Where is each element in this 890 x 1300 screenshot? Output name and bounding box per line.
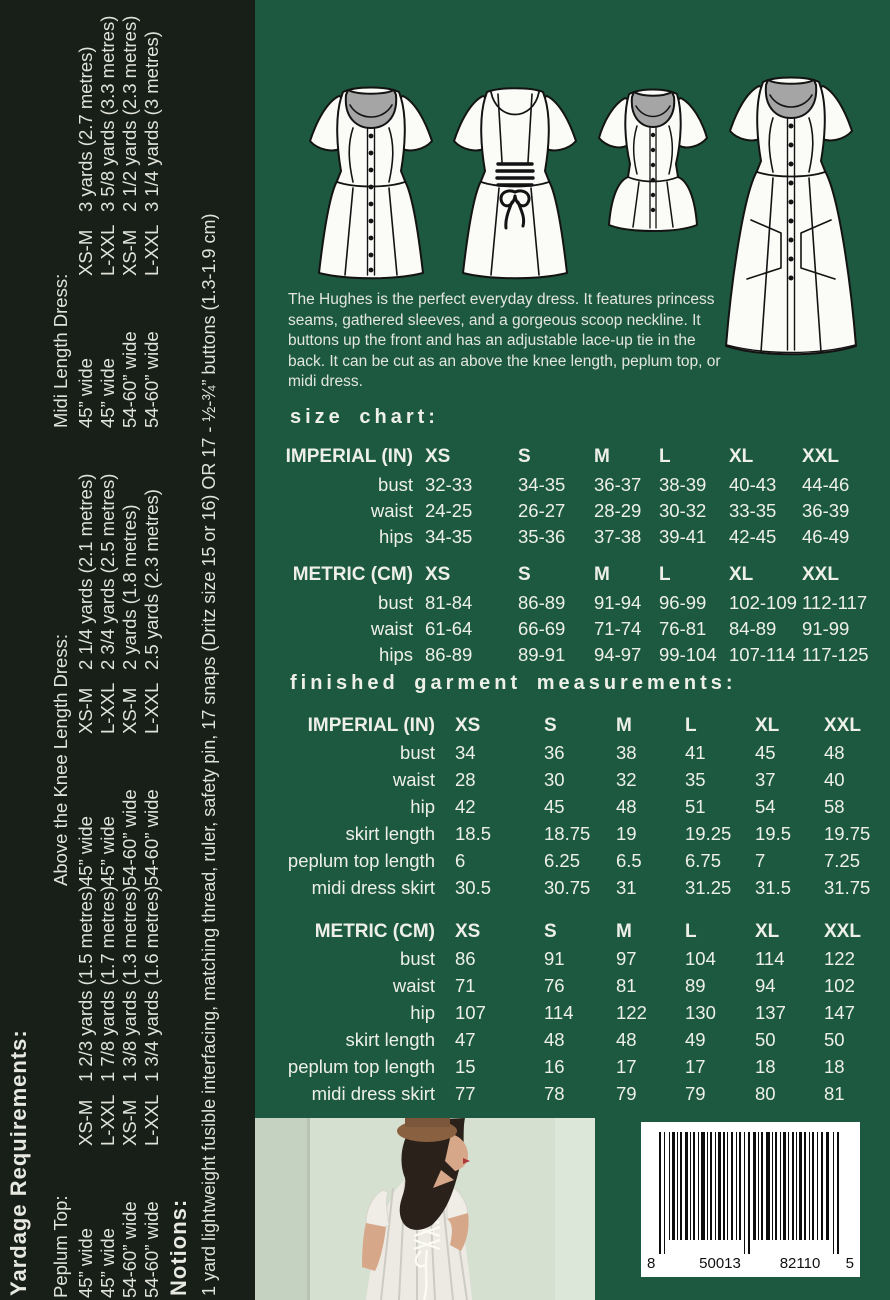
barcode-digit-group: 82110 bbox=[779, 1255, 821, 1272]
table-col-header: XXL bbox=[802, 564, 839, 585]
table-value-cell: 19.25 bbox=[685, 822, 732, 844]
table-value-cell: 94-97 bbox=[594, 644, 642, 665]
table-value-cell: 17 bbox=[616, 1055, 637, 1077]
table-col-header: S bbox=[518, 446, 531, 467]
table-row-label: bust bbox=[400, 741, 435, 763]
yardage-row bbox=[119, 432, 141, 886]
table-value-cell: 91-99 bbox=[802, 618, 850, 639]
yardage-row bbox=[141, 432, 163, 886]
table-value-cell: 89 bbox=[685, 974, 706, 996]
table-value-cell: 48 bbox=[616, 1028, 637, 1050]
table-value-cell: 81-84 bbox=[425, 592, 473, 613]
table-value-cell: 114 bbox=[544, 1001, 574, 1023]
barcode-digit-group: 50013 bbox=[699, 1255, 741, 1272]
table-value-cell: 18.5 bbox=[455, 822, 492, 844]
table-value-cell: 114 bbox=[755, 947, 785, 969]
yardage-amount: 2 3/4 yards (2.5 metres) bbox=[97, 473, 118, 670]
yardage-row bbox=[75, 432, 97, 886]
table-value-cell: 89-91 bbox=[518, 644, 566, 665]
fabric-width: 45” wide bbox=[75, 1228, 96, 1298]
table-value-cell: 94 bbox=[755, 974, 776, 996]
table-value-cell: 18 bbox=[755, 1055, 776, 1077]
table-value-cell: 112-117 bbox=[802, 592, 868, 613]
table-value-cell: 44-46 bbox=[802, 474, 850, 495]
table-value-cell: 38 bbox=[616, 741, 637, 763]
table-value-cell: 41 bbox=[685, 741, 706, 763]
table-value-cell: 130 bbox=[685, 1001, 716, 1023]
table-value-cell: 37-38 bbox=[594, 526, 642, 547]
table-value-cell: 84-89 bbox=[729, 618, 777, 639]
table-value-cell: 31.75 bbox=[824, 876, 871, 898]
table-value-cell: 31.5 bbox=[755, 876, 792, 898]
table-row-label: waist bbox=[392, 974, 435, 996]
dress-back-illustration bbox=[439, 76, 591, 304]
table-value-cell: 35-36 bbox=[518, 526, 566, 547]
table-value-cell: 91 bbox=[544, 947, 565, 969]
yardage-amount: 2 yards (1.8 metres) bbox=[119, 504, 140, 670]
table-value-cell: 24-25 bbox=[425, 500, 473, 521]
table-value-cell: 49 bbox=[685, 1028, 706, 1050]
size-range: XS-M bbox=[119, 687, 140, 734]
table-col-header: XS bbox=[425, 446, 451, 467]
yardage-amount: 1 3/4 yards (1.6 metres) bbox=[141, 885, 162, 1082]
size-chart-imperial-table bbox=[285, 442, 868, 550]
table-value-cell: 97 bbox=[616, 947, 637, 969]
yardage-block-midi-dress bbox=[50, 2, 163, 428]
model-photo bbox=[255, 1118, 595, 1300]
table-value-cell: 31 bbox=[616, 876, 637, 898]
table-value-cell: 80 bbox=[755, 1082, 776, 1104]
yardage-row bbox=[141, 2, 163, 428]
table-col-header: XL bbox=[729, 564, 754, 585]
yardage-row bbox=[75, 885, 97, 1298]
fabric-width: 45” wide bbox=[97, 816, 118, 886]
yardage-block-title: Above the Knee Length Dress: bbox=[50, 634, 71, 886]
table-value-cell: 96-99 bbox=[659, 592, 707, 613]
size-range: L-XXL bbox=[97, 224, 118, 276]
table-row-label: skirt length bbox=[345, 1028, 435, 1050]
table-col-header: XL bbox=[755, 920, 780, 942]
barcode-digits bbox=[641, 1255, 860, 1275]
table-col-header: S bbox=[544, 920, 557, 942]
table-value-cell: 81 bbox=[616, 974, 637, 996]
table-value-cell: 30 bbox=[544, 768, 565, 790]
table-value-cell: 31.25 bbox=[685, 876, 732, 898]
table-row-label: midi dress skirt bbox=[311, 876, 435, 898]
table-value-cell: 19.5 bbox=[755, 822, 792, 844]
table-unit-label: IMPERIAL (IN) bbox=[307, 714, 435, 736]
table-value-cell: 35 bbox=[685, 768, 706, 790]
table-value-cell: 19.75 bbox=[824, 822, 871, 844]
table-col-header: XS bbox=[425, 564, 451, 585]
table-value-cell: 86-89 bbox=[425, 644, 473, 665]
table-col-header: XXL bbox=[802, 446, 839, 467]
fabric-width: 45” wide bbox=[97, 358, 118, 428]
table-value-cell: 6.75 bbox=[685, 849, 722, 871]
table-value-cell: 86-89 bbox=[518, 592, 566, 613]
table-value-cell: 147 bbox=[824, 1001, 855, 1023]
table-col-header: M bbox=[616, 920, 632, 942]
table-value-cell: 66-69 bbox=[518, 618, 566, 639]
table-col-header: L bbox=[659, 446, 671, 467]
yardage-block-peplum-top bbox=[50, 885, 163, 1298]
table-value-cell: 79 bbox=[616, 1082, 637, 1104]
table-value-cell: 71 bbox=[455, 974, 476, 996]
table-value-cell: 51 bbox=[685, 795, 706, 817]
yardage-amount: 1 3/8 yards (1.3 metres) bbox=[119, 885, 140, 1082]
table-value-cell: 42-45 bbox=[729, 526, 777, 547]
table-value-cell: 46-49 bbox=[802, 526, 850, 547]
yardage-sidebar-rotated-content bbox=[0, 0, 255, 1300]
table-col-header: XXL bbox=[824, 714, 861, 736]
table-value-cell: 117-125 bbox=[802, 644, 869, 665]
finished-measurements-heading: finished garment measurements: bbox=[290, 672, 737, 694]
table-col-header: M bbox=[616, 714, 632, 736]
table-value-cell: 81 bbox=[824, 1082, 845, 1104]
table-value-cell: 36-39 bbox=[802, 500, 850, 521]
table-row-label: peplum top length bbox=[287, 849, 435, 871]
yardage-amount: 3 yards (2.7 metres) bbox=[75, 46, 96, 212]
table-value-cell: 6.25 bbox=[544, 849, 581, 871]
table-unit-label: METRIC (CM) bbox=[314, 920, 435, 942]
table-value-cell: 71-74 bbox=[594, 618, 642, 639]
size-range: L-XXL bbox=[141, 1094, 162, 1146]
table-value-cell: 18.75 bbox=[544, 822, 591, 844]
table-value-cell: 6.5 bbox=[616, 849, 642, 871]
table-value-cell: 30.75 bbox=[544, 876, 591, 898]
notions-text: 1 yard lightweight fusible interfacing, matching thread, ruler, safety pin, 17 snaps (Dritz size 15 or 16) OR 17 - ½-¾” buttons (1.3-1.9 cm) bbox=[199, 213, 219, 1296]
table-value-cell: 15 bbox=[455, 1055, 476, 1077]
table-row-label: bust bbox=[400, 947, 435, 969]
table-value-cell: 7 bbox=[755, 849, 766, 871]
barcode bbox=[641, 1122, 860, 1277]
table-value-cell: 37 bbox=[755, 768, 776, 790]
table-value-cell: 86 bbox=[455, 947, 476, 969]
table-row-label: waist bbox=[370, 500, 413, 521]
table-col-header: M bbox=[594, 564, 610, 585]
table-value-cell: 48 bbox=[544, 1028, 565, 1050]
size-range: L-XXL bbox=[97, 682, 118, 734]
fabric-width: 45” wide bbox=[97, 1228, 118, 1298]
table-unit-label: IMPERIAL (IN) bbox=[285, 446, 413, 467]
fabric-width: 54-60” wide bbox=[119, 331, 140, 428]
table-value-cell: 39-41 bbox=[659, 526, 707, 547]
table-value-cell: 137 bbox=[755, 1001, 786, 1023]
table-value-cell: 91-94 bbox=[594, 592, 642, 613]
table-value-cell: 107-114 bbox=[729, 644, 796, 665]
table-row-label: bust bbox=[378, 474, 413, 495]
table-col-header: S bbox=[544, 714, 557, 736]
table-row-label: hips bbox=[379, 526, 413, 547]
yardage-amount: 3 1/4 yards (3 metres) bbox=[141, 31, 162, 212]
table-value-cell: 54 bbox=[755, 795, 776, 817]
table-col-header: XL bbox=[729, 446, 754, 467]
barcode-digit-group: 8 bbox=[647, 1255, 656, 1272]
table-value-cell: 18 bbox=[824, 1055, 845, 1077]
above-knee-dress-front-illustration bbox=[295, 76, 447, 304]
fabric-width: 54-60” wide bbox=[119, 1201, 140, 1298]
table-row-label: skirt length bbox=[345, 822, 435, 844]
yardage-block-title: Midi Length Dress: bbox=[50, 273, 71, 428]
size-range: XS-M bbox=[75, 1099, 96, 1146]
table-value-cell: 50 bbox=[755, 1028, 776, 1050]
table-row-label: hip bbox=[410, 1001, 435, 1023]
table-value-cell: 107 bbox=[455, 1001, 486, 1023]
table-value-cell: 102-109 bbox=[729, 592, 797, 613]
table-value-cell: 76-81 bbox=[659, 618, 707, 639]
yardage-block-above-knee-dress bbox=[50, 432, 163, 886]
table-value-cell: 48 bbox=[824, 741, 845, 763]
size-range: XS-M bbox=[119, 229, 140, 276]
table-row-label: waist bbox=[392, 768, 435, 790]
yardage-row bbox=[97, 2, 119, 428]
table-value-cell: 77 bbox=[455, 1082, 476, 1104]
table-value-cell: 19 bbox=[616, 822, 637, 844]
yardage-sidebar bbox=[0, 0, 255, 1300]
table-col-header: M bbox=[594, 446, 610, 467]
table-value-cell: 28-29 bbox=[594, 500, 642, 521]
table-col-header: XS bbox=[455, 714, 481, 736]
table-row-label: hips bbox=[379, 644, 413, 665]
barcode-digit-group: 5 bbox=[845, 1255, 854, 1272]
table-value-cell: 6 bbox=[455, 849, 466, 871]
fabric-width: 45” wide bbox=[75, 816, 96, 886]
yardage-amount: 1 2/3 yards (1.5 metres) bbox=[75, 885, 96, 1082]
yardage-requirements-heading: Yardage Requirements: bbox=[6, 1029, 31, 1296]
table-col-header: XS bbox=[455, 920, 481, 942]
yardage-row bbox=[75, 2, 97, 428]
table-value-cell: 34-35 bbox=[425, 526, 473, 547]
main-panel bbox=[255, 0, 890, 1300]
table-row-label: midi dress skirt bbox=[311, 1082, 435, 1104]
table-col-header: XXL bbox=[824, 920, 861, 942]
table-value-cell: 76 bbox=[544, 974, 565, 996]
table-value-cell: 47 bbox=[455, 1028, 476, 1050]
table-value-cell: 104 bbox=[685, 947, 716, 969]
table-value-cell: 32 bbox=[616, 768, 637, 790]
size-chart-metric-table bbox=[288, 560, 868, 668]
size-range: XS-M bbox=[119, 1099, 140, 1146]
yardage-row bbox=[97, 885, 119, 1298]
table-row-label: peplum top length bbox=[287, 1055, 435, 1077]
table-value-cell: 36-37 bbox=[594, 474, 642, 495]
table-value-cell: 42 bbox=[455, 795, 476, 817]
yardage-row bbox=[141, 885, 163, 1298]
table-value-cell: 45 bbox=[544, 795, 565, 817]
table-value-cell: 38-39 bbox=[659, 474, 707, 495]
yardage-row bbox=[119, 885, 141, 1298]
size-range: XS-M bbox=[75, 229, 96, 276]
table-value-cell: 61-64 bbox=[425, 618, 473, 639]
table-value-cell: 99-104 bbox=[659, 644, 717, 665]
size-range: L-XXL bbox=[97, 1094, 118, 1146]
size-range: XS-M bbox=[75, 687, 96, 734]
table-value-cell: 33-35 bbox=[729, 500, 777, 521]
table-col-header: XL bbox=[755, 714, 780, 736]
fabric-width: 54-60” wide bbox=[141, 789, 162, 886]
table-value-cell: 34 bbox=[455, 741, 476, 763]
table-value-cell: 28 bbox=[455, 768, 476, 790]
yardage-amount: 1 7/8 yards (1.7 metres) bbox=[97, 885, 118, 1082]
table-value-cell: 102 bbox=[824, 974, 855, 996]
pattern-description: The Hughes is the perfect everyday dress. It features princess seams, gathered sleeves, and a gorgeous scoop neckline. It buttons up the front and has an adjustable lace-up tie in the back. It can be cut as an above the knee length, peplum top, or midi dress. bbox=[288, 291, 721, 390]
fabric-width: 54-60” wide bbox=[141, 1201, 162, 1298]
yardage-amount: 2 1/2 yards (2.3 metres) bbox=[119, 15, 140, 212]
fabric-width: 45” wide bbox=[75, 358, 96, 428]
table-value-cell: 79 bbox=[685, 1082, 706, 1104]
table-row-label: bust bbox=[378, 592, 413, 613]
table-row-label: hip bbox=[410, 795, 435, 817]
peplum-top-illustration bbox=[587, 80, 719, 252]
table-value-cell: 26-27 bbox=[518, 500, 566, 521]
yardage-amount: 3 5/8 yards (3.3 metres) bbox=[97, 15, 118, 212]
table-col-header: L bbox=[685, 714, 697, 736]
table-value-cell: 58 bbox=[824, 795, 845, 817]
yardage-row bbox=[97, 432, 119, 886]
table-value-cell: 34-35 bbox=[518, 474, 566, 495]
size-range: L-XXL bbox=[141, 224, 162, 276]
finished-metric-table bbox=[288, 918, 890, 1107]
barcode-bars bbox=[641, 1122, 860, 1277]
table-value-cell: 48 bbox=[616, 795, 637, 817]
fabric-width: 54-60” wide bbox=[141, 331, 162, 428]
table-row-label: waist bbox=[370, 618, 413, 639]
table-unit-label: METRIC (CM) bbox=[292, 564, 413, 585]
yardage-amount: 2 1/4 yards (2.1 metres) bbox=[75, 473, 96, 670]
table-value-cell: 17 bbox=[685, 1055, 706, 1077]
table-value-cell: 7.25 bbox=[824, 849, 861, 871]
table-value-cell: 16 bbox=[544, 1055, 565, 1077]
table-value-cell: 78 bbox=[544, 1082, 565, 1104]
size-range: L-XXL bbox=[141, 682, 162, 734]
notions-heading: Notions: bbox=[166, 1198, 191, 1296]
fabric-width: 54-60” wide bbox=[119, 789, 140, 886]
table-value-cell: 36 bbox=[544, 741, 565, 763]
midi-dress-illustration bbox=[705, 62, 877, 362]
table-value-cell: 30.5 bbox=[455, 876, 492, 898]
table-value-cell: 122 bbox=[824, 947, 855, 969]
table-col-header: S bbox=[518, 564, 531, 585]
yardage-block-title: Peplum Top: bbox=[50, 1195, 71, 1298]
table-value-cell: 30-32 bbox=[659, 500, 707, 521]
yardage-row bbox=[119, 2, 141, 428]
table-col-header: L bbox=[685, 920, 697, 942]
table-value-cell: 32-33 bbox=[425, 474, 473, 495]
table-value-cell: 40 bbox=[824, 768, 845, 790]
table-value-cell: 40-43 bbox=[729, 474, 777, 495]
table-value-cell: 45 bbox=[755, 741, 776, 763]
finished-imperial-table bbox=[288, 712, 890, 901]
yardage-amount: 2.5 yards (2.3 metres) bbox=[141, 489, 162, 670]
size-chart-heading: size chart: bbox=[290, 406, 439, 428]
table-value-cell: 122 bbox=[616, 1001, 647, 1023]
table-col-header: L bbox=[659, 564, 671, 585]
table-value-cell: 50 bbox=[824, 1028, 845, 1050]
